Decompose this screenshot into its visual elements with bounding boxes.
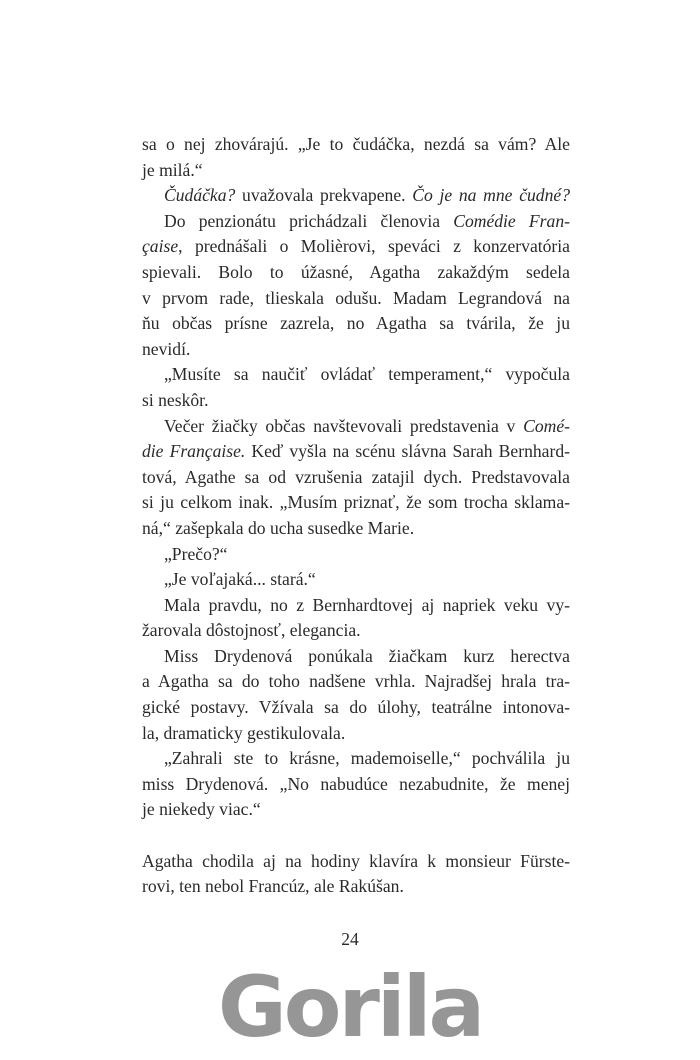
text-line bbox=[142, 593, 570, 619]
text-line bbox=[142, 465, 570, 491]
text-segment: je niekedy viac.“ bbox=[142, 799, 261, 820]
text-line bbox=[142, 695, 570, 721]
text-line bbox=[142, 158, 570, 184]
text-line bbox=[142, 746, 570, 772]
text-segment: „Je voľajaká... stará.“ bbox=[164, 569, 316, 590]
paragraph-gap bbox=[142, 823, 570, 849]
text-line bbox=[142, 644, 570, 670]
italic-text: Čo je na mne čudné? bbox=[412, 185, 570, 206]
text-segment: , prednášali o Molièrovi, speváci z konzervatória bbox=[178, 236, 570, 257]
text-segment: gické postavy. Vžívala sa do úlohy, teatrálne intonova- bbox=[142, 697, 570, 718]
italic-text: Čudáčka? bbox=[164, 185, 236, 206]
text-segment: si neskôr. bbox=[142, 389, 209, 410]
text-segment: miss Drydenová. „No nabudúce nezabudnite, že menej bbox=[142, 773, 570, 794]
text-segment: tová, Agathe sa od vzrušenia zatajil dych. Predstavovala bbox=[142, 466, 570, 487]
text-segment: la, dramaticky gestikulovala. bbox=[142, 722, 346, 743]
text-segment: si ju celkom inak. „Musím priznať, že som trocha sklama- bbox=[142, 492, 570, 513]
text-segment: spievali. Bolo to úžasné, Agatha zakaždým sedela bbox=[142, 261, 570, 282]
book-page-text bbox=[142, 132, 570, 900]
italic-text: Comédie Fran- bbox=[453, 210, 570, 231]
text-segment: ná,“ zašepkala do ucha susedke Marie. bbox=[142, 517, 415, 538]
text-line bbox=[142, 388, 570, 414]
text-line bbox=[142, 618, 570, 644]
text-segment: Mala pravdu, no z Bernhardtovej aj napriek veku vy- bbox=[164, 594, 570, 615]
page-number: 24 bbox=[341, 929, 359, 949]
italic-text: Comé- bbox=[523, 415, 570, 436]
text-segment: „Musíte sa naučiť ovládať temperament,“ vypočula bbox=[164, 364, 570, 385]
text-line bbox=[142, 234, 570, 260]
text-segment: a Agatha sa do toho nadšene vrhla. Najradšej hrala tra- bbox=[142, 671, 570, 692]
text-line bbox=[142, 209, 570, 235]
text-line bbox=[142, 669, 570, 695]
text-line bbox=[142, 439, 570, 465]
text-segment: Miss Drydenová ponúkala žiačkam kurz herectva bbox=[164, 645, 570, 666]
text-line bbox=[142, 311, 570, 337]
text-line bbox=[142, 260, 570, 286]
text-segment: uvažovala prekvapene. bbox=[235, 185, 413, 206]
text-segment: je milá.“ bbox=[142, 159, 203, 180]
text-line bbox=[142, 337, 570, 363]
text-line bbox=[142, 542, 570, 568]
italic-text: çaise bbox=[142, 236, 179, 257]
text-segment: v prvom rade, tlieskala odušu. Madam Legrandová na bbox=[142, 287, 570, 308]
text-line bbox=[142, 362, 570, 388]
text-segment: žarovala dôstojnosť, elegancia. bbox=[142, 620, 361, 641]
text-segment: rovi, ten nebol Francúz, ale Rakúšan. bbox=[142, 876, 404, 897]
text-line bbox=[142, 516, 570, 542]
text-line bbox=[142, 849, 570, 875]
text-segment: Do penzionátu prichádzali členovia bbox=[164, 210, 454, 231]
text-segment: Večer žiačky občas navštevovali predstavenia v bbox=[164, 415, 524, 436]
text-line bbox=[142, 286, 570, 312]
text-line bbox=[142, 132, 570, 158]
text-line bbox=[142, 183, 570, 209]
text-line bbox=[142, 567, 570, 593]
text-segment: sa o nej zhovárajú. „Je to čudáčka, nezdá sa vám? Ale bbox=[142, 134, 570, 154]
text-segment: „Prečo?“ bbox=[164, 543, 228, 564]
text-segment: nevidí. bbox=[142, 338, 191, 359]
italic-text: die Française. bbox=[142, 441, 246, 462]
text-line bbox=[142, 874, 570, 900]
text-segment: ňu občas prísne zazrela, no Agatha sa tvárila, že ju bbox=[142, 313, 570, 334]
text-line bbox=[142, 797, 570, 823]
text-line bbox=[142, 490, 570, 516]
text-line bbox=[142, 721, 570, 747]
text-segment: Keď vyšla na scénu slávna Sarah Bernhard- bbox=[245, 441, 570, 462]
text-segment: „Zahrali ste to krásne, mademoiselle,“ pochválila ju bbox=[164, 748, 570, 769]
text-line bbox=[142, 414, 570, 440]
text-line bbox=[142, 772, 570, 798]
text-segment: Agatha chodila aj na hodiny klavíra k monsieur Fürste- bbox=[142, 850, 570, 871]
watermark-logo: Gorila bbox=[217, 958, 483, 1056]
